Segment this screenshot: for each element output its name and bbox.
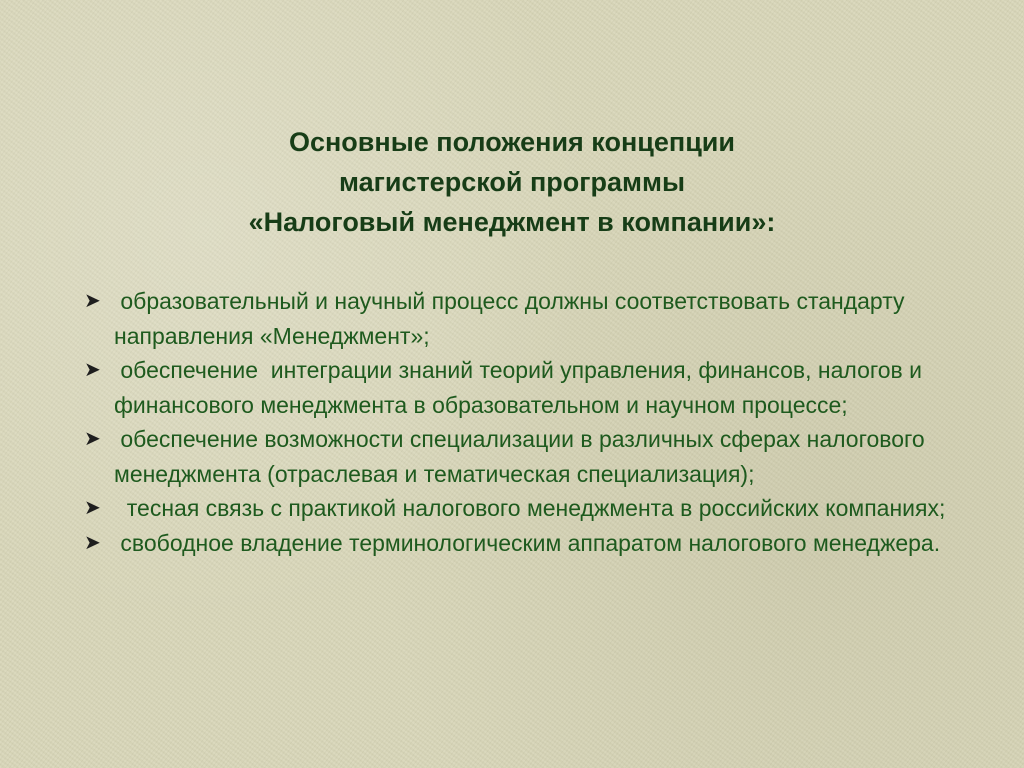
list-item-text: образовательный и научный процесс должны соответствовать стандарту направления «Менеджмент»; [114, 288, 911, 349]
title-line-2: магистерской программы [338, 167, 686, 197]
list-item [80, 422, 960, 491]
list-item [80, 284, 960, 353]
list-item [80, 526, 960, 561]
arrow-bullet-icon: ➤ [84, 531, 101, 554]
list-item-text: обеспечение возможности специализации в различных сферах налогового менеджмента (отраслевая и тематическая специализация); [114, 426, 932, 487]
concept-list [80, 284, 960, 560]
arrow-bullet-icon: ➤ [84, 359, 101, 381]
list-item-text: обеспечение интеграции знаний теорий управления, финансов, налогов и финансового менеджмента в образовательном и научном процессе; [114, 357, 929, 418]
arrow-bullet-icon: ➤ [84, 428, 101, 450]
list-item-text: свободное владение терминологическим аппаратом налогового менеджера. [114, 529, 941, 556]
title-line-3: «Налоговый менеджмент в компании»: [248, 207, 776, 237]
list-item-text: тесная связь с практикой налогового менеджмента в российских компаниях; [114, 495, 946, 521]
arrow-bullet-icon: ➤ [84, 290, 101, 312]
list-item [80, 353, 960, 422]
title-line-1: Основные положения концепции [288, 127, 735, 157]
slide-title [0, 122, 1024, 242]
arrow-bullet-icon: ➤ [84, 497, 101, 519]
list-item [80, 491, 960, 526]
